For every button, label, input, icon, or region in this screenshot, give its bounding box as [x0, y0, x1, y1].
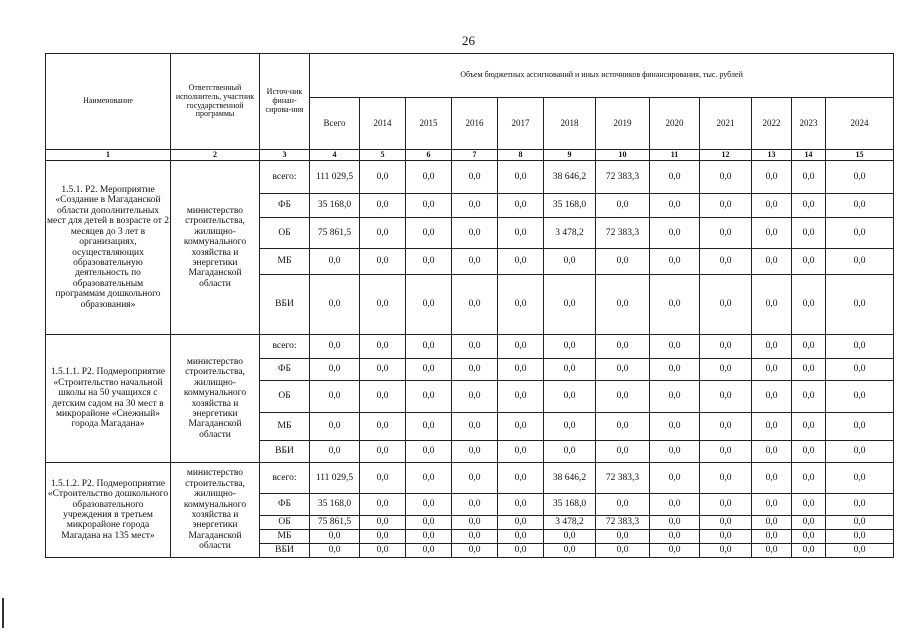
year-value: 0,0 — [792, 335, 826, 359]
year-value: 0,0 — [452, 275, 498, 335]
year-value: 0,0 — [792, 494, 826, 516]
year-value: 0,0 — [826, 335, 894, 359]
year-value: 0,0 — [544, 441, 596, 463]
year-value: 0,0 — [752, 161, 792, 194]
responsible-executor: министерство строительства, жилищно-коммунального хозяйства и энергетики Магаданской области — [171, 161, 260, 335]
year-value: 0,0 — [452, 249, 498, 275]
column-number: 15 — [826, 150, 894, 161]
year-value: 0,0 — [596, 494, 650, 516]
year-value: 0,0 — [498, 275, 544, 335]
year-value: 0,0 — [498, 161, 544, 194]
year-value: 0,0 — [406, 530, 452, 544]
year-value: 0,0 — [406, 249, 452, 275]
year-value: 0,0 — [452, 218, 498, 249]
header-year: 2024 — [826, 98, 894, 150]
year-value: 72 383,3 — [596, 463, 650, 494]
year-value: 0,0 — [650, 218, 700, 249]
column-number: 3 — [260, 150, 310, 161]
year-value: 0,0 — [752, 494, 792, 516]
column-number: 13 — [752, 150, 792, 161]
year-value: 0,0 — [544, 413, 596, 441]
year-value: 0,0 — [792, 544, 826, 558]
year-value: 0,0 — [360, 359, 406, 381]
year-value: 0,0 — [650, 161, 700, 194]
year-value: 0,0 — [596, 441, 650, 463]
year-value: 0,0 — [360, 544, 406, 558]
year-value: 0,0 — [498, 218, 544, 249]
year-value: 0,0 — [360, 441, 406, 463]
year-value: 0,0 — [792, 194, 826, 218]
year-value: 0,0 — [752, 381, 792, 413]
year-value: 0,0 — [360, 530, 406, 544]
year-value: 0,0 — [498, 194, 544, 218]
total-value: 35 168,0 — [310, 494, 360, 516]
year-value: 0,0 — [752, 218, 792, 249]
table-row — [46, 463, 894, 494]
year-value: 0,0 — [498, 249, 544, 275]
year-value: 0,0 — [826, 161, 894, 194]
year-value: 0,0 — [406, 413, 452, 441]
column-number: 11 — [650, 150, 700, 161]
year-value: 38 646,2 — [544, 161, 596, 194]
year-value: 0,0 — [650, 530, 700, 544]
year-value: 0,0 — [700, 441, 752, 463]
year-value: 0,0 — [596, 249, 650, 275]
header-total: Всего — [310, 98, 360, 150]
funding-source: ОБ — [260, 381, 310, 413]
column-number: 14 — [792, 150, 826, 161]
activity-name: 1.5.1.2. Р2. Подмероприятие «Строительство дошкольного образовательного учреждения в третьем микрорайоне города Магадана на 135 мест» — [46, 463, 171, 558]
year-value: 0,0 — [452, 530, 498, 544]
total-value: 0,0 — [310, 275, 360, 335]
header-year: 2017 — [498, 98, 544, 150]
funding-source: ОБ — [260, 218, 310, 249]
year-value: 0,0 — [360, 161, 406, 194]
year-value: 0,0 — [452, 335, 498, 359]
funding-source: ФБ — [260, 194, 310, 218]
year-value: 0,0 — [826, 463, 894, 494]
year-value: 3 478,2 — [544, 516, 596, 530]
column-number: 8 — [498, 150, 544, 161]
year-value: 3 478,2 — [544, 218, 596, 249]
year-value: 0,0 — [360, 516, 406, 530]
year-value: 0,0 — [360, 494, 406, 516]
total-value: 0,0 — [310, 413, 360, 441]
header-year: 2014 — [360, 98, 406, 150]
column-number: 6 — [406, 150, 452, 161]
funding-source: ФБ — [260, 494, 310, 516]
funding-source: ФБ — [260, 359, 310, 381]
funding-source: ВБИ — [260, 275, 310, 335]
year-value: 0,0 — [544, 275, 596, 335]
total-value: 0,0 — [310, 249, 360, 275]
year-value: 0,0 — [792, 381, 826, 413]
year-value: 0,0 — [700, 381, 752, 413]
year-value: 0,0 — [406, 161, 452, 194]
year-value: 0,0 — [650, 194, 700, 218]
year-value: 0,0 — [498, 494, 544, 516]
year-value: 0,0 — [792, 275, 826, 335]
funding-source: МБ — [260, 249, 310, 275]
year-value: 0,0 — [792, 516, 826, 530]
year-value: 0,0 — [752, 544, 792, 558]
year-value: 0,0 — [650, 463, 700, 494]
year-value: 0,0 — [826, 218, 894, 249]
funding-source: ВБИ — [260, 441, 310, 463]
year-value: 0,0 — [498, 359, 544, 381]
year-value: 0,0 — [752, 335, 792, 359]
table-row — [46, 161, 894, 194]
header-year: 2022 — [752, 98, 792, 150]
year-value: 0,0 — [406, 359, 452, 381]
year-value: 0,0 — [596, 194, 650, 218]
header-source: Источ-ник финан-сирова-ния — [260, 54, 310, 150]
year-value: 0,0 — [826, 530, 894, 544]
year-value: 0,0 — [700, 335, 752, 359]
year-value: 0,0 — [650, 359, 700, 381]
activity-name: 1.5.1.1. Р2. Подмероприятие «Строительство начальной школы на 50 учащихся с детским садом на 30 мест в микрорайоне «Снежный» города Магадана» — [46, 335, 171, 463]
funding-source: ВБИ — [260, 544, 310, 558]
year-value: 0,0 — [452, 359, 498, 381]
year-value: 0,0 — [650, 494, 700, 516]
year-value: 0,0 — [650, 381, 700, 413]
funding-source: МБ — [260, 413, 310, 441]
year-value: 0,0 — [452, 381, 498, 413]
header-year: 2019 — [596, 98, 650, 150]
year-value: 0,0 — [596, 381, 650, 413]
total-value: 0,0 — [310, 441, 360, 463]
year-value: 0,0 — [792, 161, 826, 194]
year-value: 0,0 — [498, 530, 544, 544]
year-value: 0,0 — [700, 161, 752, 194]
year-value: 0,0 — [498, 516, 544, 530]
year-value: 35 168,0 — [544, 194, 596, 218]
year-value: 0,0 — [700, 463, 752, 494]
header-year: 2020 — [650, 98, 700, 150]
year-value: 0,0 — [452, 161, 498, 194]
year-value: 0,0 — [700, 218, 752, 249]
year-value: 0,0 — [826, 249, 894, 275]
year-value: 0,0 — [498, 441, 544, 463]
year-value: 0,0 — [452, 516, 498, 530]
year-value: 0,0 — [752, 463, 792, 494]
year-value: 0,0 — [406, 335, 452, 359]
year-value: 0,0 — [452, 544, 498, 558]
total-value: 0,0 — [310, 544, 360, 558]
header-year: 2015 — [406, 98, 452, 150]
year-value: 0,0 — [360, 413, 406, 441]
year-value: 0,0 — [596, 413, 650, 441]
year-value: 0,0 — [406, 516, 452, 530]
activity-name: 1.5.1. Р2. Мероприятие «Создание в Магаданской области дополнительных мест для детей в возрасте от 2 месяцев до 3 лет в организациях, осуществляющих образовательную деятельность по образовательным программам дошкольного образования» — [46, 161, 171, 335]
header-year: 2021 — [700, 98, 752, 150]
total-value: 35 168,0 — [310, 194, 360, 218]
year-value: 72 383,3 — [596, 516, 650, 530]
year-value: 0,0 — [360, 249, 406, 275]
total-value: 75 861,5 — [310, 218, 360, 249]
column-number: 5 — [360, 150, 406, 161]
year-value: 0,0 — [544, 335, 596, 359]
year-value: 0,0 — [596, 359, 650, 381]
total-value: 111 029,5 — [310, 463, 360, 494]
header-executor: Ответственный исполнитель, участник государственной программы — [171, 54, 260, 150]
table-row — [46, 335, 894, 359]
year-value: 0,0 — [700, 249, 752, 275]
year-value: 0,0 — [792, 218, 826, 249]
header-year: 2016 — [452, 98, 498, 150]
year-value: 0,0 — [826, 381, 894, 413]
margin-mark — [2, 598, 4, 628]
year-value: 0,0 — [752, 516, 792, 530]
budget-table — [45, 53, 894, 558]
year-value: 0,0 — [792, 413, 826, 441]
total-value: 0,0 — [310, 359, 360, 381]
year-value: 0,0 — [792, 463, 826, 494]
year-value: 0,0 — [792, 249, 826, 275]
year-value: 0,0 — [826, 275, 894, 335]
funding-source: всего: — [260, 463, 310, 494]
year-value: 0,0 — [826, 494, 894, 516]
year-value: 0,0 — [406, 494, 452, 516]
year-value: 0,0 — [360, 381, 406, 413]
year-value: 0,0 — [406, 441, 452, 463]
year-value: 0,0 — [792, 530, 826, 544]
year-value: 0,0 — [360, 194, 406, 218]
year-value: 0,0 — [826, 194, 894, 218]
year-value: 0,0 — [360, 218, 406, 249]
year-value: 0,0 — [360, 335, 406, 359]
year-value: 0,0 — [700, 194, 752, 218]
funding-source: МБ — [260, 530, 310, 544]
year-value: 0,0 — [650, 275, 700, 335]
year-value: 0,0 — [792, 359, 826, 381]
year-value: 0,0 — [596, 335, 650, 359]
year-value: 0,0 — [544, 544, 596, 558]
column-number: 7 — [452, 150, 498, 161]
year-value: 0,0 — [596, 530, 650, 544]
year-value: 0,0 — [650, 249, 700, 275]
header-year: 2018 — [544, 98, 596, 150]
year-value: 0,0 — [752, 275, 792, 335]
year-value: 0,0 — [700, 530, 752, 544]
year-value: 0,0 — [596, 544, 650, 558]
year-value: 0,0 — [792, 441, 826, 463]
column-number: 2 — [171, 150, 260, 161]
year-value: 0,0 — [752, 413, 792, 441]
year-value: 0,0 — [826, 544, 894, 558]
year-value: 0,0 — [498, 413, 544, 441]
year-value: 0,0 — [650, 335, 700, 359]
year-value: 0,0 — [752, 530, 792, 544]
year-value: 0,0 — [752, 359, 792, 381]
funding-source: всего: — [260, 335, 310, 359]
year-value: 0,0 — [700, 359, 752, 381]
year-value: 35 168,0 — [544, 494, 596, 516]
year-value: 0,0 — [452, 494, 498, 516]
year-value: 0,0 — [752, 249, 792, 275]
header-volume: Объем бюджетных ассигнований и иных источников финансирования, тыс. рублей — [310, 54, 894, 98]
year-value: 0,0 — [498, 381, 544, 413]
total-value: 0,0 — [310, 530, 360, 544]
year-value: 0,0 — [700, 413, 752, 441]
year-value: 0,0 — [406, 463, 452, 494]
year-value: 0,0 — [826, 441, 894, 463]
column-number: 10 — [596, 150, 650, 161]
column-number: 1 — [46, 150, 171, 161]
year-value: 0,0 — [452, 463, 498, 494]
column-number: 9 — [544, 150, 596, 161]
header-name: Наименование — [46, 54, 171, 150]
year-value: 0,0 — [452, 441, 498, 463]
column-number: 4 — [310, 150, 360, 161]
total-value: 0,0 — [310, 335, 360, 359]
total-value: 111 029,5 — [310, 161, 360, 194]
page-number: 26 — [462, 33, 475, 48]
year-value: 0,0 — [826, 516, 894, 530]
year-value: 0,0 — [498, 463, 544, 494]
year-value: 0,0 — [544, 381, 596, 413]
year-value: 0,0 — [700, 275, 752, 335]
year-value: 0,0 — [650, 441, 700, 463]
year-value: 0,0 — [406, 544, 452, 558]
funding-source: всего: — [260, 161, 310, 194]
total-value: 0,0 — [310, 381, 360, 413]
total-value: 75 861,5 — [310, 516, 360, 530]
year-value: 0,0 — [406, 275, 452, 335]
funding-source: ОБ — [260, 516, 310, 530]
year-value: 0,0 — [406, 194, 452, 218]
header-year: 2023 — [792, 98, 826, 150]
year-value: 0,0 — [650, 544, 700, 558]
year-value: 0,0 — [406, 381, 452, 413]
year-value: 0,0 — [700, 544, 752, 558]
year-value: 0,0 — [544, 530, 596, 544]
year-value: 0,0 — [360, 275, 406, 335]
year-value: 0,0 — [544, 249, 596, 275]
year-value: 0,0 — [544, 359, 596, 381]
year-value: 0,0 — [700, 516, 752, 530]
year-value: 0,0 — [360, 463, 406, 494]
column-numbers-row — [46, 150, 894, 161]
year-value: 72 383,3 — [596, 161, 650, 194]
year-value: 0,0 — [452, 413, 498, 441]
year-value: 0,0 — [650, 516, 700, 530]
year-value: 38 646,2 — [544, 463, 596, 494]
year-value: 0,0 — [826, 413, 894, 441]
year-value: 0,0 — [498, 544, 544, 558]
year-value: 0,0 — [452, 194, 498, 218]
year-value: 72 383,3 — [596, 218, 650, 249]
responsible-executor: министерство строительства, жилищно-коммунального хозяйства и энергетики Магаданской области — [171, 335, 260, 463]
column-number: 12 — [700, 150, 752, 161]
year-value: 0,0 — [596, 275, 650, 335]
year-value: 0,0 — [406, 218, 452, 249]
year-value: 0,0 — [650, 413, 700, 441]
year-value: 0,0 — [700, 494, 752, 516]
responsible-executor: министерство строительства, жилищно-коммунального хозяйства и энергетики Магаданской области — [171, 463, 260, 558]
year-value: 0,0 — [752, 194, 792, 218]
year-value: 0,0 — [826, 359, 894, 381]
year-value: 0,0 — [498, 335, 544, 359]
year-value: 0,0 — [752, 441, 792, 463]
